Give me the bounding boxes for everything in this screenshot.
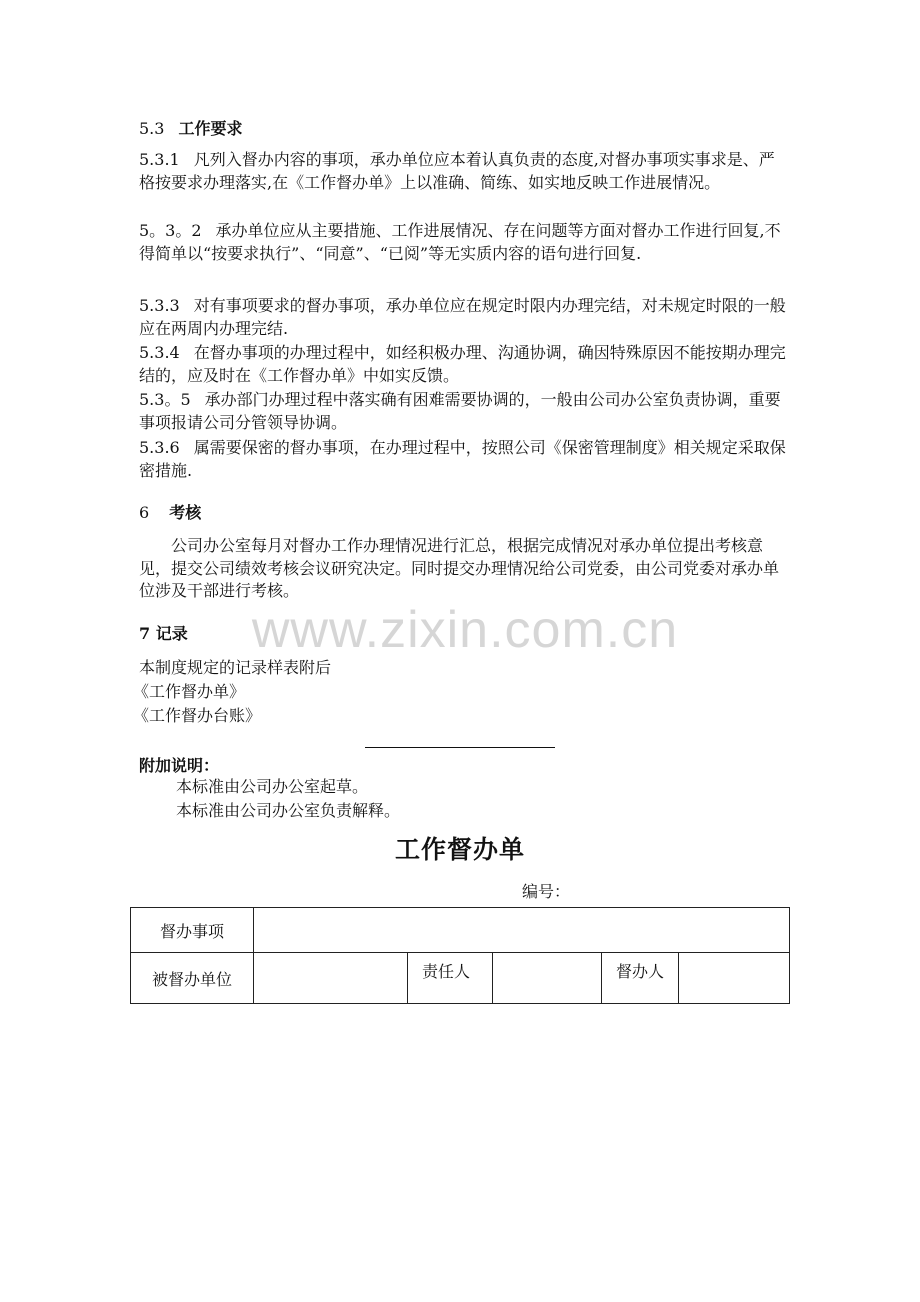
item-5-3-6 [139,437,789,482]
item-5-3-3 [139,295,789,340]
separator-line [365,747,555,748]
section-6-heading [139,500,201,523]
section-title: 工作要求 [178,119,243,138]
appendix-line-2: 本标准由公司办公室负责解释。 [176,801,401,820]
responsible-label: 责任人 [408,953,493,1004]
section-5-3-heading [139,116,242,139]
unit-field[interactable] [254,953,408,1004]
table-row [131,953,790,1004]
item-text: 对有事项要求的督办事项，承办单位应在规定时限内办理完结，对未规定时限的一般应在两周内办理完结. [139,296,786,338]
item-text: 凡列入督办内容的事项，承办单位应本着认真负责的态度,对督办事项实事求是、严格按要求办理落实,在《工作督办单》上以准确、简练、如实地反映工作进展情况。 [139,150,775,192]
records-intro: 本制度规定的记录样表附后 [139,658,332,677]
item-number: 5.3.1 [139,150,180,169]
item-text: 承办单位应从主要措施、工作进展情况、存在问题等方面对督办工作进行回复,不得简单以“按要求执行”、“同意”、“已阅”等无实质内容的语句进行回复. [139,221,781,263]
table-row [131,908,790,953]
item-5-3-1 [139,149,789,194]
item-number: 5。3。2 [139,221,202,240]
unit-label: 被督办单位 [131,953,254,1004]
item-number: 5.3.3 [139,296,180,315]
section-6-body: 公司办公室每月对督办工作办理情况进行汇总，根据完成情况对承办单位提出考核意见，提交公司绩效考核会议研究决定。同时提交办理情况给公司党委，由公司党委对承办单位涉及干部进行考核。 [139,536,780,600]
section-number: 5.3 [139,119,165,138]
item-number: 5.3.6 [139,438,180,457]
section-7-heading: 7 记录 [139,624,188,643]
form-title: 工作督办单 [394,835,525,864]
section-title: 考核 [169,503,202,522]
matter-label: 督办事项 [131,908,254,953]
item-5-3-4 [139,342,789,387]
matter-field[interactable] [254,908,790,953]
supervisor-field[interactable] [679,953,790,1004]
item-text: 在督办事项的办理过程中，如经积极办理、沟通协调，确因特殊原因不能按期办理完结的，应及时在《工作督办单》中如实反馈。 [139,343,786,385]
supervisor-label: 督办人 [602,953,679,1004]
item-5-3-2 [139,220,789,265]
record-item-ledger: 《工作督办台账》 [133,706,262,725]
work-order-table [130,907,790,1004]
serial-label: 编号： [522,882,571,901]
watermark: www.zixin.com.cn [251,601,679,659]
appendix-heading: 附加说明： [139,756,220,775]
item-number: 5.3。5 [139,390,191,409]
responsible-field[interactable] [493,953,602,1004]
item-5-3-5 [139,389,789,434]
section-number: 6 [139,503,150,522]
item-text: 承办部门办理过程中落实确有困难需要协调的，一般由公司办公室负责协调，重要事项报请公司分管领导协调。 [139,390,781,432]
appendix-line-1: 本标准由公司办公室起草。 [176,777,369,796]
item-number: 5.3.4 [139,343,180,362]
record-item-work-order: 《工作督办单》 [133,682,246,701]
item-text: 属需要保密的督办事项，在办理过程中，按照公司《保密管理制度》相关规定采取保密措施. [139,438,786,480]
